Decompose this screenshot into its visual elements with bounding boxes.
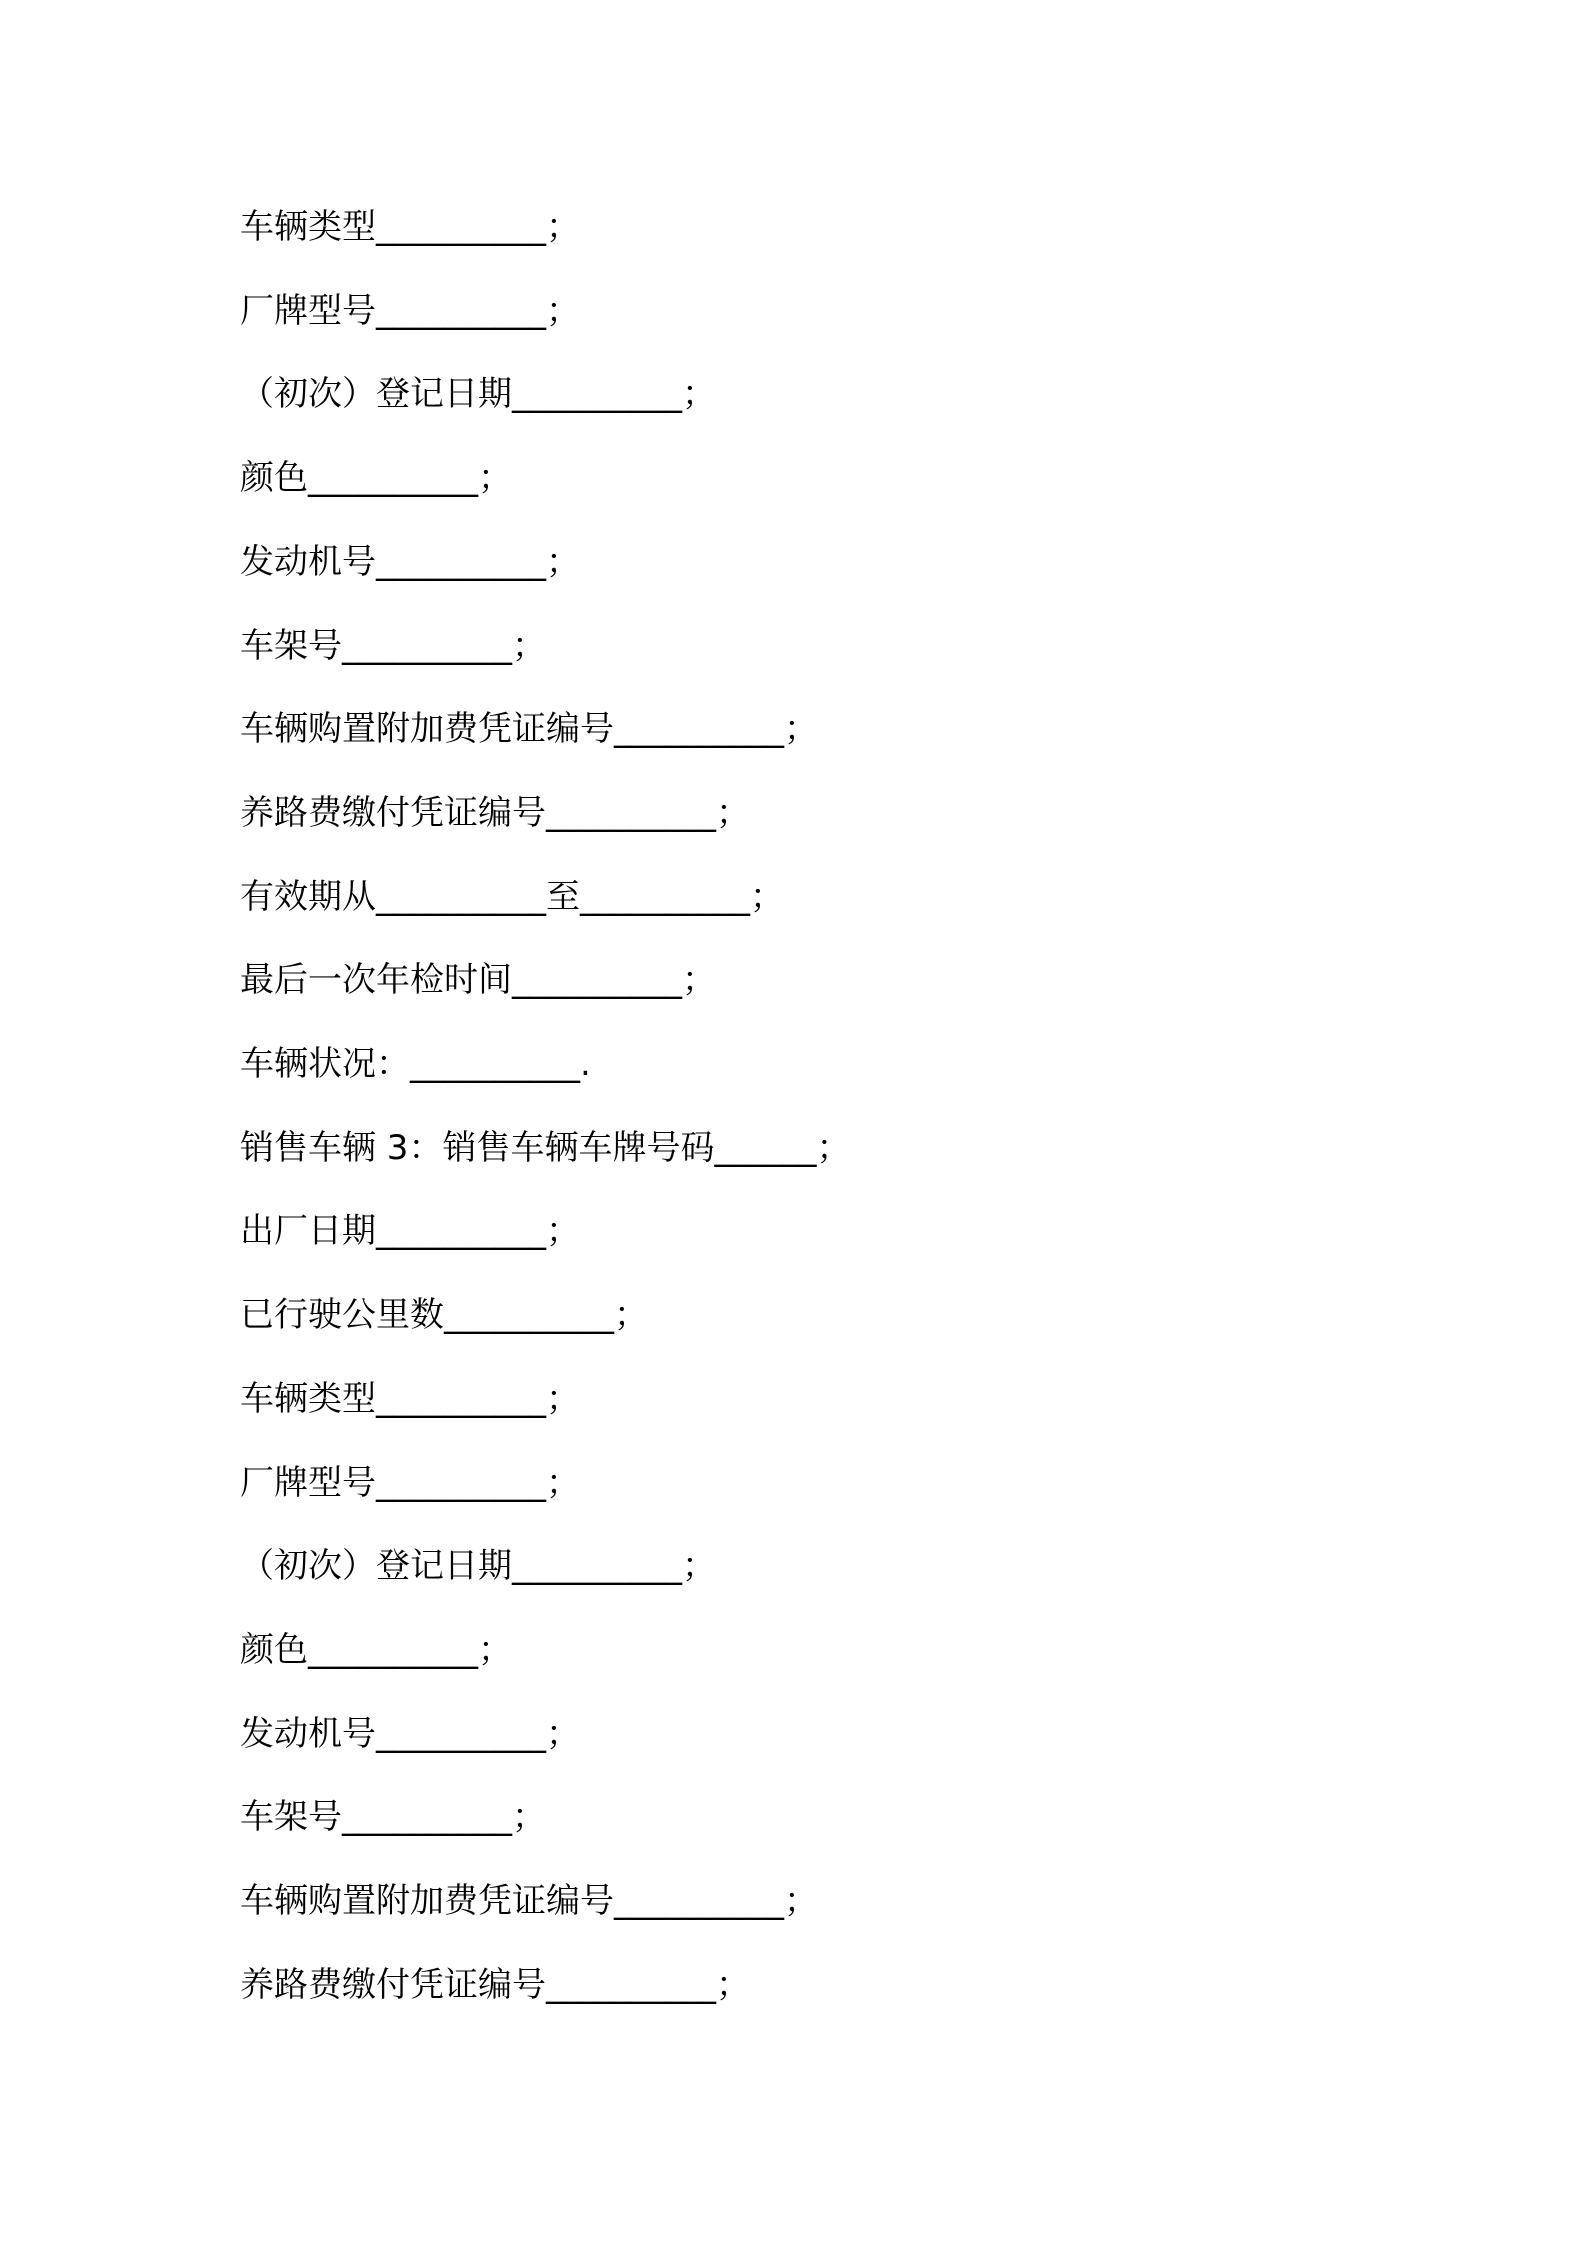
field-line-registration-date: （初次）登记日期__________； <box>240 1546 716 1586</box>
field-line-last-inspection: 最后一次年检时间__________； <box>240 960 716 1000</box>
field-line-frame-number: 车架号__________； <box>240 1797 546 1837</box>
field-line-color: 颜色__________； <box>240 1630 512 1670</box>
field-line-brand-model: 厂牌型号__________； <box>240 1463 580 1503</box>
field-line-manufacture-date: 出厂日期__________； <box>240 1211 580 1251</box>
field-line-vehicle-type: 车辆类型__________； <box>240 1379 580 1419</box>
field-line-vehicle-type: 车辆类型__________； <box>240 207 580 247</box>
field-line-road-fee-voucher: 养路费缴付凭证编号__________； <box>240 793 750 833</box>
field-line-frame-number: 车架号__________； <box>240 626 546 666</box>
field-line-purchase-fee-voucher: 车辆购置附加费凭证编号__________； <box>240 709 818 749</box>
field-line-road-fee-voucher: 养路费缴付凭证编号__________； <box>240 1965 750 2005</box>
field-line-purchase-fee-voucher: 车辆购置附加费凭证编号__________； <box>240 1881 818 1921</box>
field-line-vehicle-3-plate: 销售车辆 3：销售车辆车牌号码______； <box>240 1128 851 1168</box>
form-lines <box>240 0 1586 2244</box>
field-line-vehicle-condition: 车辆状况：__________. <box>240 1044 591 1084</box>
field-line-engine-number: 发动机号__________； <box>240 1714 580 1754</box>
field-line-engine-number: 发动机号__________； <box>240 542 580 582</box>
field-line-registration-date: （初次）登记日期__________； <box>240 374 716 414</box>
field-line-validity-period: 有效期从__________至__________； <box>240 877 784 917</box>
field-line-brand-model: 厂牌型号__________； <box>240 291 580 331</box>
field-line-color: 颜色__________； <box>240 458 512 498</box>
field-line-mileage: 已行驶公里数__________； <box>240 1295 648 1335</box>
